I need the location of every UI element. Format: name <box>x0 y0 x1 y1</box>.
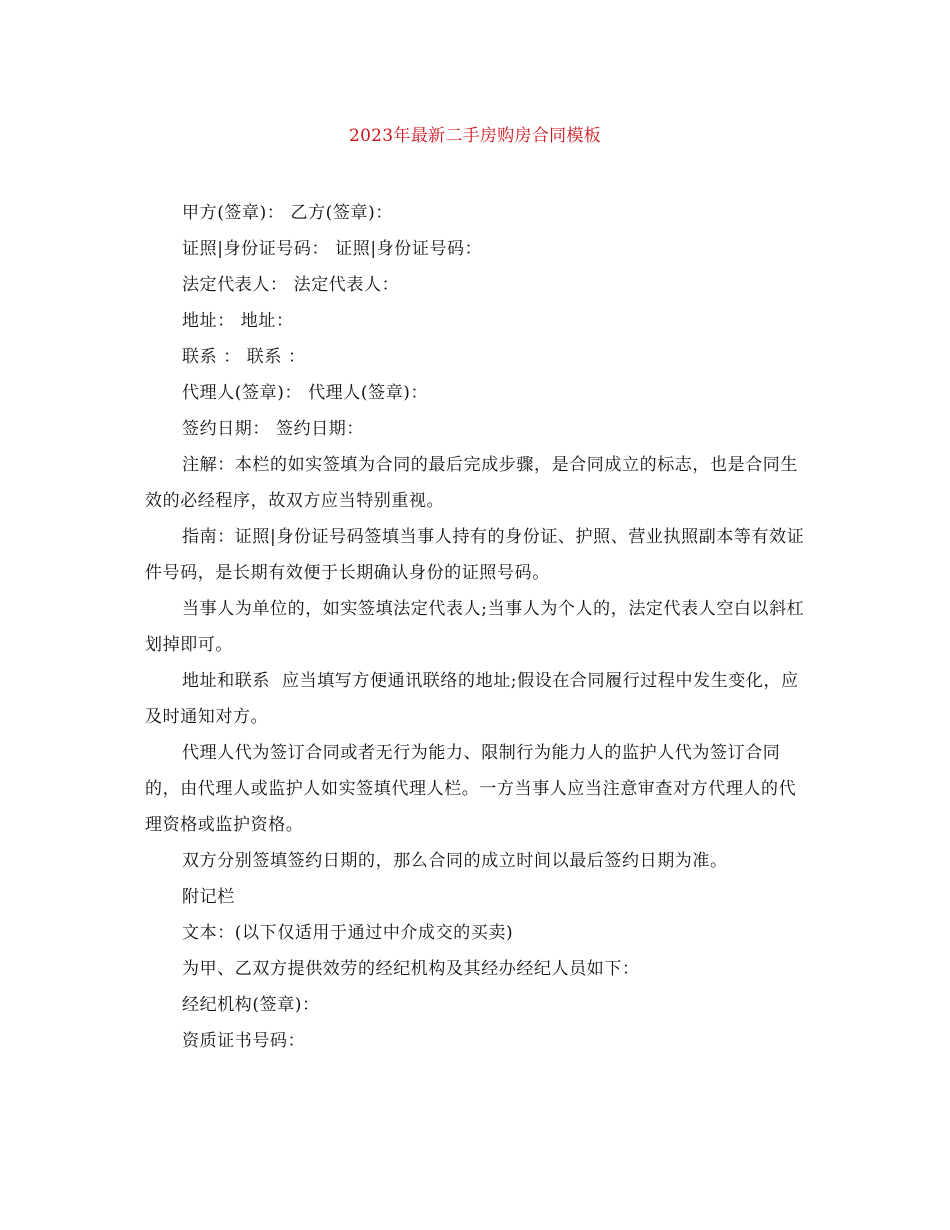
broker-agency-line: 经纪机构(签章)： <box>182 995 320 1015</box>
qualification-number-line: 资质证书号码： <box>182 1031 306 1051</box>
signing-date-paragraph: 双方分别签填签约日期的，那么合同的成立时间以最后签约日期为准。 <box>182 851 728 871</box>
party-type-paragraph: 当事人为单位的，如实签填法定代表人;当事人为个人的，法定代表人空白以斜杠划掉即可。 <box>145 599 805 655</box>
document-body <box>145 195 810 1059</box>
agent-paragraph: 代理人代为签订合同或者无行为能力、限制行为能力人的监护人代为签订合同的，由代理人或监护人如实签填代理人栏。一方当事人应当注意审查对方代理人的代理资格或监护资格。 <box>145 743 797 835</box>
address-line: 地址： 地址： <box>182 311 294 331</box>
legal-representative-line: 法定代表人： 法定代表人： <box>182 275 400 295</box>
document-title: 2023年最新二手房购房合同模板 <box>348 126 602 146</box>
appendix-heading: 附记栏 <box>182 887 235 907</box>
note-paragraph: 注解：本栏的如实签填为合同的最后完成步骤，是合同成立的标志，也是合同生效的必经程序，故双方应当特别重视。 <box>145 455 798 511</box>
id-number-line: 证照|身份证号码： 证照|身份证号码： <box>182 239 483 259</box>
guide-paragraph: 指南：证照|身份证号码签填当事人持有的身份证、护照、营业执照副本等有效证件号码，是长期有效便于长期确认身份的证照号码。 <box>145 527 805 583</box>
agent-signature-line: 代理人(签章)： 代理人(签章)： <box>182 383 429 403</box>
address-contact-paragraph: 地址和联系 应当填写方便通讯联络的地址;假设在合同履行过程中发生变化，应及时通知对方。 <box>145 671 799 727</box>
party-signature-line: 甲方(签章)： 乙方(签章)： <box>182 203 393 223</box>
text-note-line: 文本：(以下仅适用于通过中介成交的买卖) <box>182 923 514 943</box>
signing-date-line: 签约日期： 签约日期： <box>182 419 365 439</box>
contact-line: 联系 ： 联系 ： <box>182 347 306 367</box>
broker-intro-line: 为甲、乙双方提供效劳的经纪机构及其经办经纪人员如下： <box>182 959 640 979</box>
